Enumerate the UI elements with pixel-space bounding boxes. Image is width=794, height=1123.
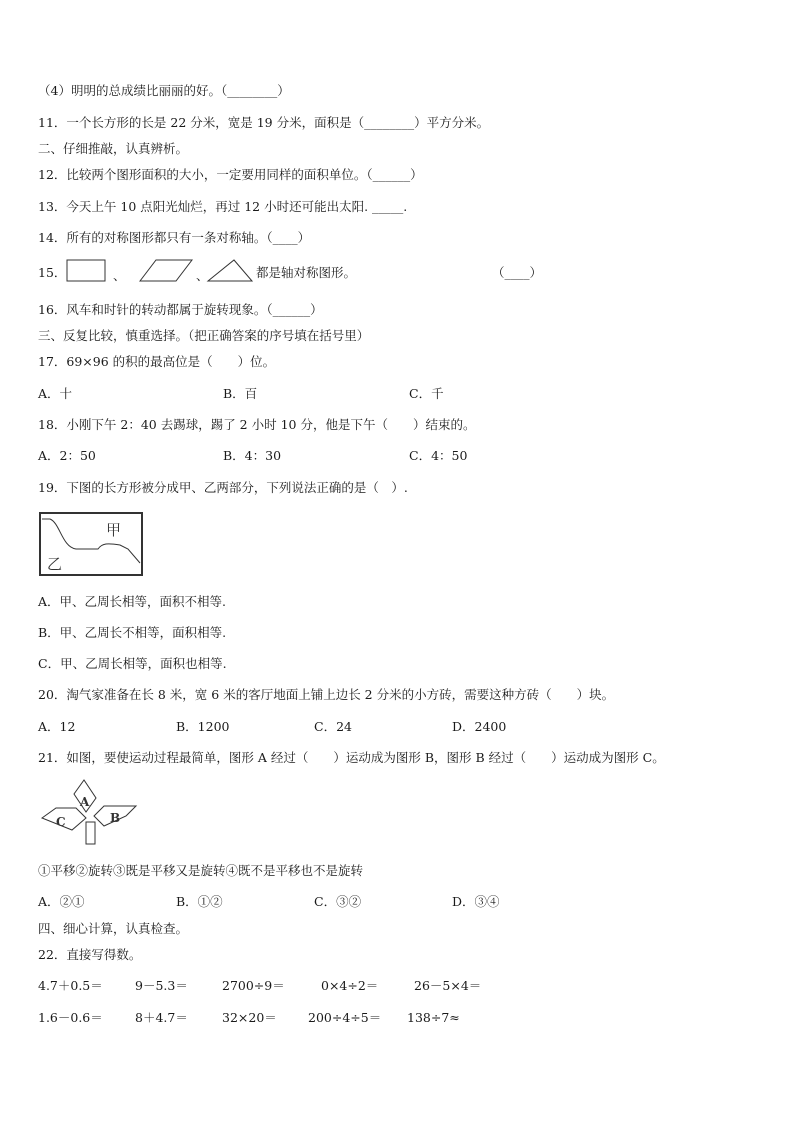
question-17: 17．69×96 的积的最高位是（ ）位。 [38,354,276,369]
question-14: 14．所有的对称图形都只有一条对称轴。（____） [38,230,311,245]
calc-item: 8＋4.7＝ [135,1010,188,1025]
question-21-option: D．③④ [452,894,500,909]
question-12: 12．比较两个图形面积的大小，一定要用同样的面积单位。（______） [38,167,423,182]
question-19-option: C．甲、乙周长相等，面积也相等. [38,656,227,671]
stem [86,822,95,844]
calc-item: 26－5×4＝ [414,978,482,993]
question-16: 16．风车和时针的转动都属于旋转现象。（______） [38,302,323,317]
question-22: 22．直接写得数。 [38,947,142,962]
question-20-option: B．1200 [176,719,230,734]
question-15-answer-blank: （____） [492,265,543,280]
question-20-option: D．2400 [452,719,507,734]
question-21: 21．如图，要使运动过程最简单，图形 A 经过（ ）运动成为图形 B，图形 B 经过（ ）运动成为图形 C。 [38,750,665,765]
question-18: 18．小刚下午 2：40 去踢球，踢了 2 小时 10 分，他是下午（ ）结束的。 [38,417,476,432]
region-yi-label: 乙 [47,555,63,573]
question-15-text: 都是轴对称图形。 [256,265,357,280]
question-18-option: C．4：50 [409,448,468,463]
question-21-figure [40,778,144,848]
question-17-option: C．千 [409,386,444,401]
question-18-option: B．4：30 [223,448,282,463]
question-21-option: A．②① [38,894,85,909]
question-15-separator: 、 [196,268,209,283]
calc-item: 9－5.3＝ [135,978,188,993]
question-21-option: B．①② [176,894,223,909]
question-19-option: A．甲、乙周长相等，面积不相等. [38,594,227,609]
section-3-heading: 三、反复比较，慎重选择。（把正确答案的序号填在括号里） [38,328,370,343]
calc-item: 2700÷9＝ [222,978,285,993]
shape-b-label: B [110,811,121,825]
calc-item: 138÷7≈ [407,1010,460,1025]
question-11: 11．一个长方形的长是 22 分米，宽是 19 分米，面积是（________）平方分米。 [38,115,490,130]
question-10-part-4: （4）明明的总成绩比丽丽的好。（________） [38,83,290,98]
section-4-heading: 四、细心计算，认真检查。 [38,921,189,936]
calc-item: 1.6－0.6＝ [38,1010,103,1025]
question-18-option: A．2：50 [38,448,96,463]
question-21-choices: ①平移②旋转③既是平移又是旋转④既不是平移也不是旋转 [38,863,364,878]
question-17-option: B．百 [223,386,258,401]
question-21-option: C．③② [314,894,362,909]
question-19-figure [36,511,146,579]
question-19: 19．下图的长方形被分成甲、乙两部分，下列说法正确的是（ ）. [38,480,408,495]
question-20-option: A．12 [38,719,76,734]
calc-item: 200÷4÷5＝ [308,1010,382,1025]
calc-item: 0×4÷2＝ [321,978,379,993]
shape-c-label: C [56,815,66,829]
question-19-option: B．甲、乙周长不相等，面积相等. [38,625,227,640]
question-17-option: A．十 [38,386,73,401]
question-15-number: 15． [38,265,67,280]
calc-item: 32×20＝ [222,1010,277,1025]
section-2-heading: 二、仔细推敲，认真辨析。 [38,141,189,156]
parallelogram-shape [140,260,192,281]
rectangle-shape [67,260,105,281]
question-15-separator: 、 [113,268,126,283]
question-20-option: C．24 [314,719,352,734]
question-20: 20．淘气家准备在长 8 米，宽 6 米的客厅地面上铺上边长 2 分米的小方砖，需要这种方砖（ ）块。 [38,687,615,702]
calc-item: 4.7＋0.5＝ [38,978,103,993]
region-jia-label: 甲 [106,521,122,539]
shape-a-label: A [80,795,90,809]
question-13: 13．今天上午 10 点阳光灿烂，再过 12 小时还可能出太阳. _____. [38,199,408,214]
question-15-shapes [66,258,256,286]
triangle-shape [208,260,252,281]
